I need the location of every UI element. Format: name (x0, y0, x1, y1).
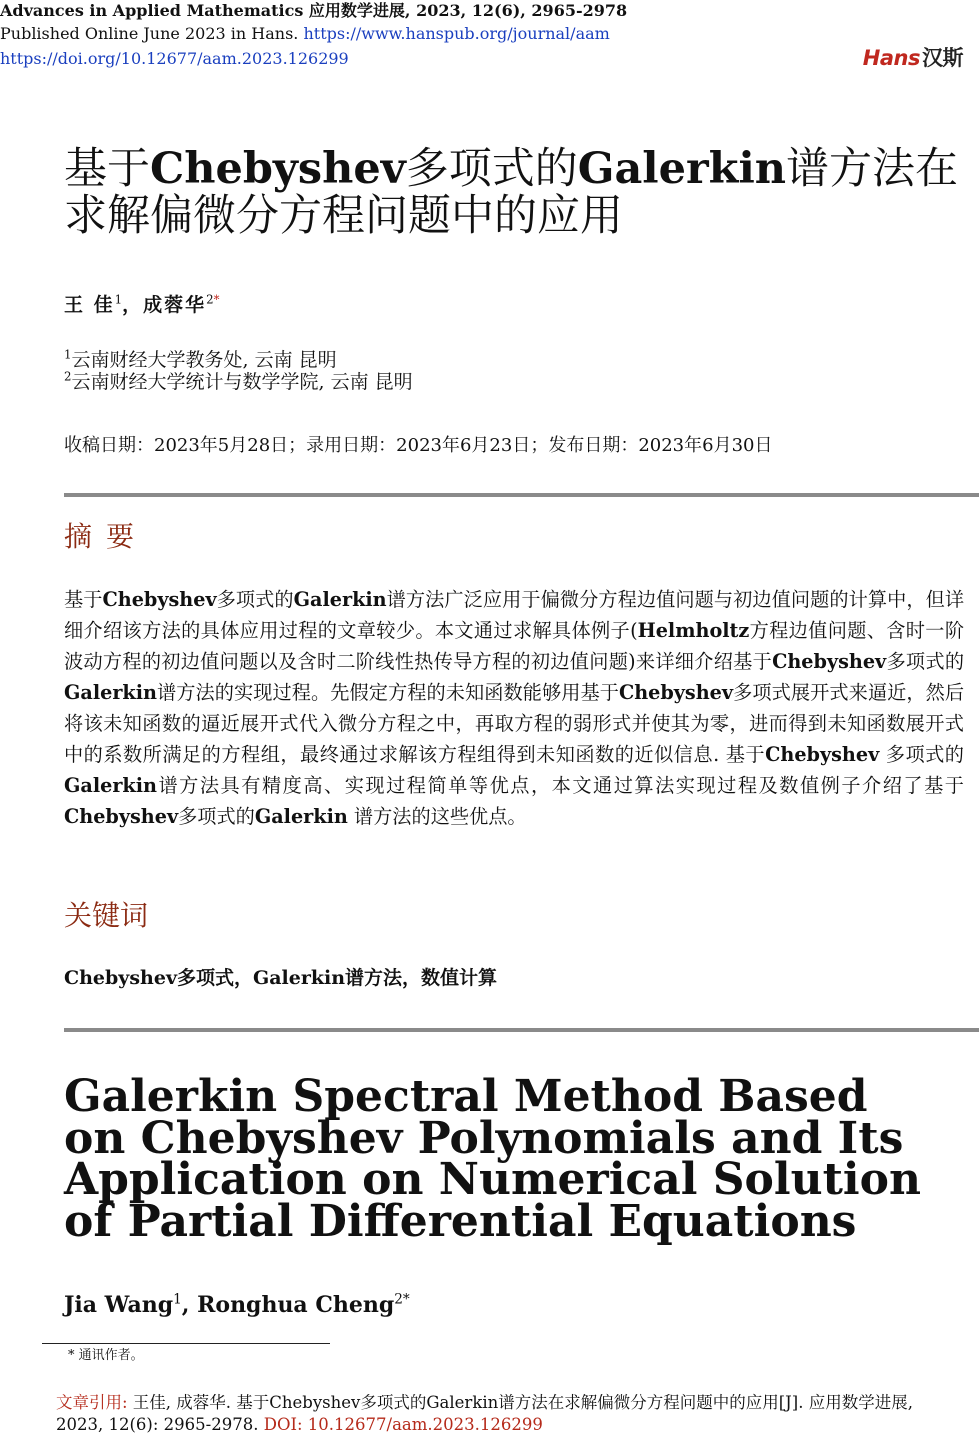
affiliation-2 (64, 371, 413, 393)
authors-en (64, 1292, 410, 1318)
citation-doi[interactable]: DOI: 10.12677/aam.2023.126299 (263, 1415, 543, 1434)
abstract-heading: 摘要 (64, 520, 149, 553)
author-cn-2-sup: 2 (206, 292, 214, 307)
dates: 收稿日期：2023年5月28日；录用日期：2023年6月23日；发布日期：2023年6月30日 (64, 435, 773, 456)
authors-cn (64, 290, 220, 317)
logo-cn: 汉斯 (922, 46, 963, 70)
journal-link[interactable]: https://www.hanspub.org/journal/aam (303, 24, 610, 43)
footnote: * 通讯作者。 (68, 1348, 144, 1363)
affiliation-1-text: 云南财经大学教务处, 云南 昆明 (71, 349, 337, 371)
doi-link[interactable]: https://doi.org/10.12677/aam.2023.126299 (0, 49, 349, 68)
title-cn (64, 146, 964, 240)
author-en-separator: , (181, 1292, 198, 1318)
affiliation-1 (64, 349, 337, 371)
hans-logo (863, 42, 963, 72)
title-en: Galerkin Spectral Method Based on Chebyshev Polynomials and Its Application on Numerical Solution of Partial Differential Equations (64, 1071, 921, 1247)
author-en-2-sup: 2* (394, 1291, 410, 1308)
author-en-2: Ronghua Cheng (197, 1292, 395, 1318)
citation (56, 1392, 956, 1436)
author-cn-2: 成蓉华 (143, 294, 207, 316)
affiliation-2-sup: 2 (64, 369, 72, 384)
published-line (0, 23, 610, 45)
author-en-1-sup: 1 (173, 1291, 182, 1308)
affiliation-1-sup: 1 (64, 347, 72, 362)
citation-text: 王佳, 成蓉华. 基于Chebyshev多项式的Galerkin谱方法在求解偏微分方程问题中的应用[J]. 应用数学进展, 2023, 12(6): 2965-2978. (56, 1393, 913, 1434)
author-cn-1-sup: 1 (114, 292, 123, 307)
author-cn-separator: ， (122, 294, 144, 316)
title-cn-part3: 谱方法在 (786, 144, 959, 194)
title-cn-line2: 求解偏微分方程问题中的应用 (64, 191, 623, 241)
divider-top (64, 493, 979, 497)
author-en-1: Jia Wang (64, 1292, 174, 1318)
affiliation-2-text: 云南财经大学统计与数学学院, 云南 昆明 (71, 371, 413, 393)
citation-label: 文章引用: (56, 1393, 128, 1412)
journal-line: Advances in Applied Mathematics 应用数学进展, 2023, 12(6), 2965-2978 (0, 1, 628, 20)
author-cn-1: 王 佳 (64, 294, 115, 316)
divider-bottom (64, 1028, 979, 1032)
published-text: Published Online June 2023 in Hans. (0, 24, 299, 43)
corresponding-star: * (213, 292, 220, 307)
keywords-heading: 关键词 (64, 899, 149, 932)
title-cn-latin2: Galerkin (577, 144, 787, 194)
abstract-body: 基于Chebyshev多项式的Galerkin谱方法广泛应用于偏微分方程边值问题与初边值问题的计算中，但详细介绍该方法的具体应用过程的文章较少。本文通过求解具体例子(Helmholtz方程边值问题、含时一阶波动方程的初边值问题以及含时二阶线性热传导方程的初边值问题)来详细介绍基于Chebyshev多项式的Galerkin谱方法的实现过程。先假定方程的未知函数能够用基于Chebyshev多项式展开式来逼近，然后将该未知函数的逼近展开式代入微分方程之中，再取方程的弱形式并使其为零，进而得到未知函数展开式中的系数所满足的方程组，最终通过求解该方程组得到未知函数的近似信息. 基于Chebyshev 多项式的Galerkin谱方法具有精度高、实现过程简单等优点，本文通过算法实现过程及数值例子介绍了基于Chebyshev多项式的Galerkin 谱方法的这些优点。 (64, 588, 965, 828)
keywords-text: Chebyshev多项式，Galerkin谱方法，数值计算 (64, 967, 498, 989)
title-cn-latin1: Chebyshev (150, 144, 406, 194)
title-cn-part2: 多项式的 (405, 144, 578, 194)
logo-latin: Hans (862, 46, 920, 70)
title-cn-part1: 基于 (64, 144, 150, 194)
